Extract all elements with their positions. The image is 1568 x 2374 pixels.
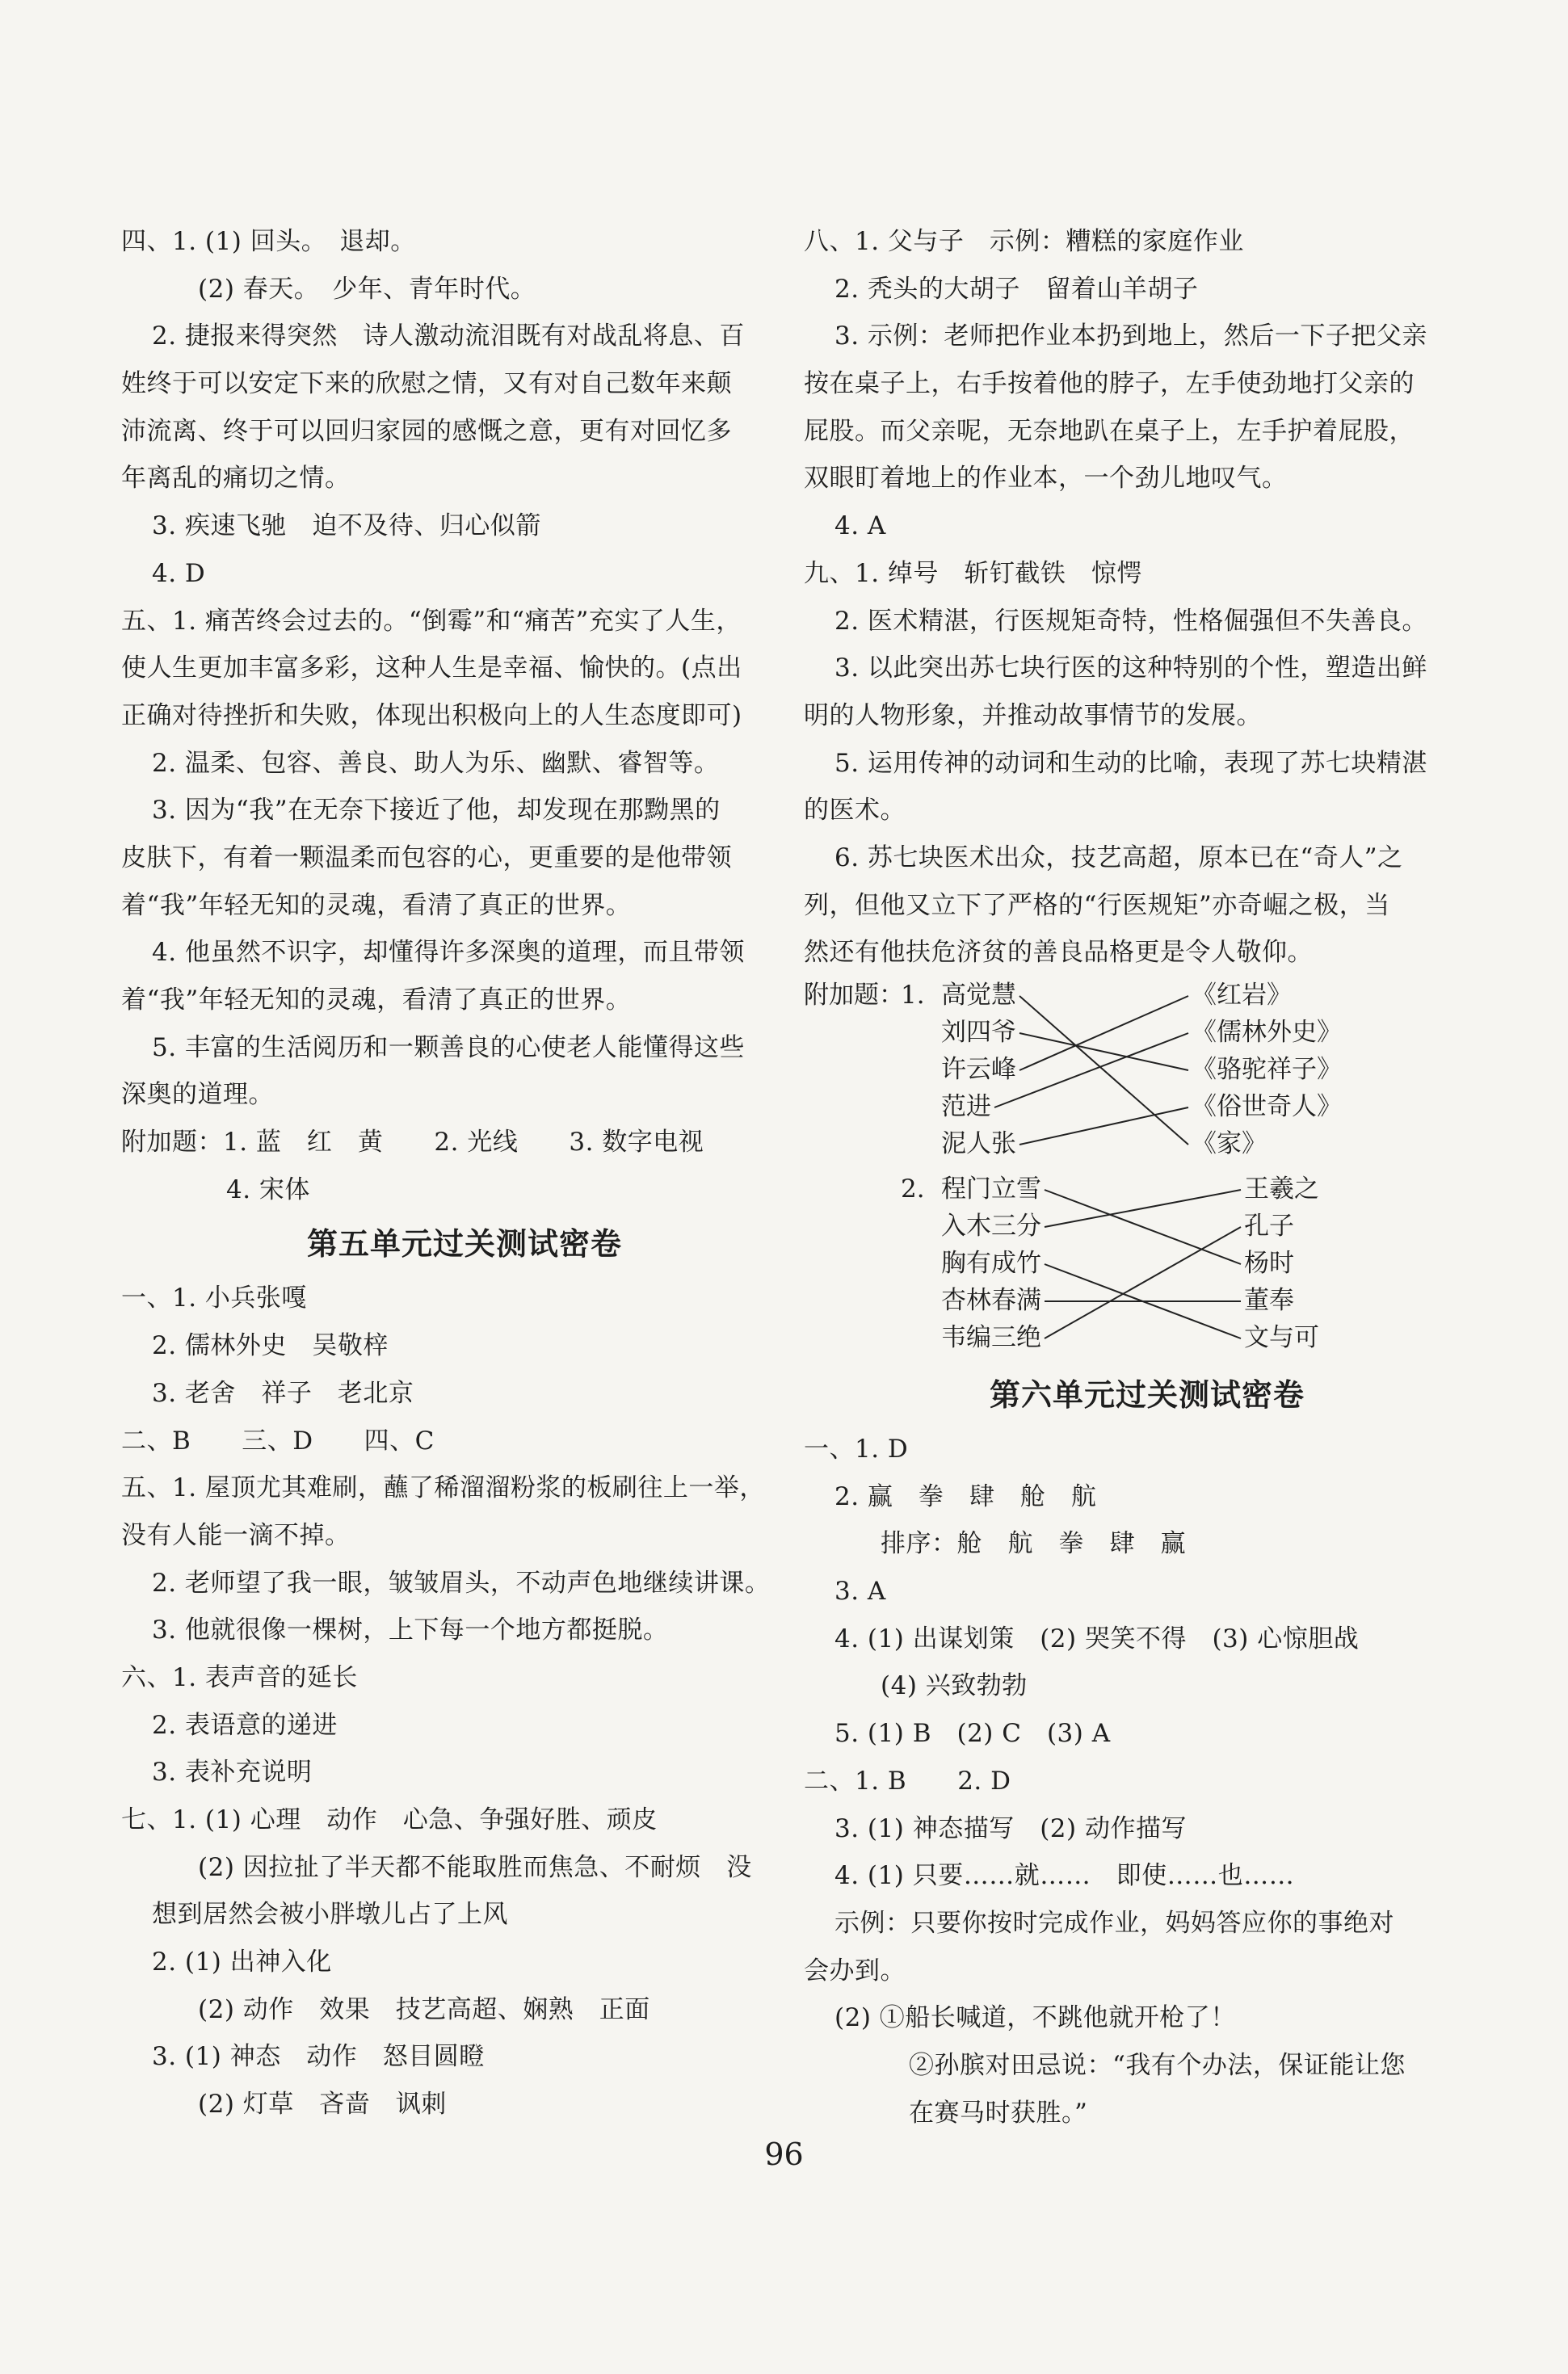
answer-line: 四、1. (1) 回头。 退却。 — [121, 227, 416, 256]
match-right-item: 文与可 — [1244, 1323, 1319, 1352]
answer-line: 一、1. 小兵张嘎 — [121, 1284, 307, 1313]
answer-line: 2. 秃头的大胡子 留着山羊胡子 — [834, 274, 1199, 304]
match-line — [1045, 1227, 1241, 1338]
page-number: 96 — [764, 2137, 804, 2172]
answer-line: 按在桌子上，右手按着他的脖子，左手使劲地打父亲的 — [804, 369, 1415, 399]
match-right-item: 王羲之 — [1244, 1174, 1319, 1204]
match-line — [1019, 996, 1188, 1070]
answer-line: 二、B 三、D 四、C — [121, 1426, 435, 1456]
right-top-answers — [804, 218, 1490, 977]
match-line — [1045, 1190, 1241, 1227]
answer-line: 3. 老舍 祥子 老北京 — [152, 1378, 414, 1408]
answer-line: 2. 表语意的递进 — [152, 1710, 338, 1740]
answer-line: 4. 宋体 — [226, 1174, 310, 1204]
match-left-item: 泥人张 — [941, 1129, 1016, 1158]
answer-line: 着“我”年轻无知的灵魂，看清了真正的世界。 — [121, 890, 632, 920]
answer-line: 九、1. 绰号 斩钉截铁 惊愕 — [804, 558, 1142, 588]
answer-line: 5. 运用传神的动词和生动的比喻，表现了苏七块精湛 — [834, 748, 1427, 778]
match-left-item: 程门立雪 — [941, 1174, 1041, 1204]
match-left-item: 杏林春满 — [941, 1286, 1041, 1315]
answer-line: 沛流离、终于可以回归家园的感慨之意，更有对回忆多 — [121, 416, 732, 446]
answer-line: 3. (1) 神态描写 (2) 动作描写 — [834, 1813, 1187, 1843]
answer-line: 3. 因为“我”在无奈下接近了他，却发现在那黝黑的 — [152, 796, 721, 826]
matching-question-2 — [804, 1170, 1490, 1364]
answer-line: 3. (1) 神态 动作 怒目圆瞪 — [152, 2042, 485, 2072]
answer-line: 2. 儒林外史 吴敬梓 — [152, 1331, 389, 1361]
match-left-item: 高觉慧 — [941, 981, 1016, 1010]
answer-line: 5. (1) B (2) C (3) A — [834, 1719, 1111, 1749]
answer-line: (2) 动作 效果 技艺高超、娴熟 正面 — [198, 1994, 650, 2024]
match-right-item: 《俗世奇人》 — [1192, 1092, 1342, 1121]
match-right-item: 《骆驼祥子》 — [1192, 1055, 1342, 1084]
section-heading: 第五单元过关测试密卷 — [306, 1226, 622, 1263]
answer-line: 5. 丰富的生活阅历和一颗善良的心使老人能懂得这些 — [152, 1032, 745, 1062]
right-bottom-answers — [804, 1364, 1490, 2137]
answer-line: 示例：只要你按时完成作业，妈妈答应你的事绝对 — [834, 1908, 1394, 1938]
match-left-item: 范进 — [941, 1092, 991, 1121]
answer-line: 然还有他扶危济贫的善良品格更是令人敬仰。 — [804, 938, 1313, 968]
answer-line: 屁股。而父亲呢，无奈地趴在桌子上，左手护着屁股， — [804, 416, 1415, 446]
answer-line: 6. 苏七块医术出众，技艺高超，原本已在“奇人”之 — [834, 842, 1403, 872]
match-left-item: 韦编三绝 — [941, 1323, 1041, 1352]
answer-line: 4. (1) 出谋划策 (2) 哭笑不得 (3) 心惊胆战 — [834, 1624, 1360, 1653]
answer-line: 二、1. B 2. D — [804, 1766, 1011, 1796]
answer-line: 六、1. 表声音的延长 — [121, 1662, 358, 1692]
answer-line: 2. 捷报来得突然 诗人激动流泪既有对战乱将息、百 — [152, 321, 745, 351]
answer-line: 皮肤下，有着一颗温柔而包容的心，更重要的是他带领 — [121, 842, 732, 872]
match-lines — [804, 977, 1490, 1170]
match-right-item: 《儒林外史》 — [1192, 1018, 1342, 1047]
answer-line: 附加题：1. 蓝 红 黄 2. 光线 3. 数字电视 — [121, 1128, 704, 1158]
match-right-item: 董奉 — [1244, 1286, 1294, 1315]
answer-line: 2. (1) 出神入化 — [152, 1948, 332, 1977]
question-number: 2. — [901, 1174, 925, 1204]
match-left-item: 胸有成竹 — [941, 1249, 1041, 1278]
answer-line: 3. 示例：老师把作业本扔到地上，然后一下子把父亲 — [834, 321, 1427, 351]
answer-line: 深奥的道理。 — [121, 1080, 274, 1110]
answer-line: (2) 春天。 少年、青年时代。 — [198, 274, 536, 304]
answer-line: 2. 医术精湛，行医规矩奇特，性格倔强但不失善良。 — [834, 606, 1427, 636]
left-column — [121, 218, 808, 2128]
answer-line: 3. 以此突出苏七块行医的这种特别的个性，塑造出鲜 — [834, 653, 1427, 683]
match-line — [994, 1033, 1188, 1107]
answer-line: 使人生更加丰富多彩，这种人生是幸福、愉快的。(点出 — [121, 653, 742, 683]
answer-line: 2. 赢 拳 肆 舱 航 — [834, 1481, 1097, 1511]
answer-line: 4. (1) 只要……就…… 即使……也…… — [834, 1861, 1295, 1891]
answer-line: (2) ①船长喊道，不跳他就开枪了！ — [834, 2003, 1236, 2033]
match-right-item: 《红岩》 — [1192, 981, 1292, 1010]
answer-line: 想到居然会被小胖墩儿占了上风 — [152, 1900, 508, 1930]
match-lines — [804, 1170, 1490, 1364]
answer-line: ②孙膑对田忌说：“我有个办法，保证能让您 — [909, 2050, 1406, 2080]
answer-line: 五、1. 痛苦终会过去的。“倒霉”和“痛苦”充实了人生， — [121, 606, 742, 636]
answer-line: 4. A — [834, 511, 886, 541]
answer-line: 3. A — [834, 1577, 886, 1607]
answer-line: 姓终于可以安定下来的欣慰之情，又有对自己数年来颠 — [121, 369, 732, 399]
match-right-item: 孔子 — [1244, 1212, 1294, 1241]
answer-line: (2) 灯草 吝啬 讽刺 — [198, 2090, 447, 2120]
answer-line: 4. 他虽然不识字，却懂得许多深奥的道理，而且带领 — [152, 938, 745, 968]
match-line — [1019, 996, 1188, 1145]
answer-line: 着“我”年轻无知的灵魂，看清了真正的世界。 — [121, 985, 632, 1015]
answer-line: 排序：舱 航 拳 肆 赢 — [881, 1529, 1186, 1559]
answer-line: 明的人物形象，并推动故事情节的发展。 — [804, 700, 1262, 730]
answer-line: 2. 温柔、包容、善良、助人为乐、幽默、睿智等。 — [152, 748, 720, 778]
answer-line: 正确对待挫折和失败，体现出积极向上的人生态度即可) — [121, 700, 742, 730]
answer-line: 3. 表补充说明 — [152, 1758, 313, 1788]
bonus-label: 附加题： — [804, 981, 904, 1010]
answer-line: 在赛马时获胜。” — [909, 2098, 1088, 2128]
answer-line: (4) 兴致勃勃 — [881, 1671, 1028, 1701]
right-column — [804, 218, 1490, 2137]
question-number: 1. — [901, 981, 925, 1010]
answer-line: 2. 老师望了我一眼，皱皱眉头，不动声色地继续讲课。 — [152, 1568, 771, 1598]
answer-line: 会办到。 — [804, 1956, 906, 1985]
answer-line: 4. D — [152, 558, 206, 588]
match-left-item: 入木三分 — [941, 1212, 1041, 1241]
answer-line: 的医术。 — [804, 796, 906, 826]
section-heading: 第六单元过关测试密卷 — [989, 1377, 1305, 1413]
match-line — [1019, 1107, 1188, 1145]
match-left-item: 许云峰 — [941, 1055, 1016, 1084]
match-right-item: 《家》 — [1192, 1129, 1267, 1158]
match-left-item: 刘四爷 — [941, 1018, 1016, 1047]
match-right-item: 杨时 — [1244, 1249, 1294, 1278]
matching-question-1 — [804, 977, 1490, 1170]
answer-line: (2) 因拉扯了半天都不能取胜而焦急、不耐烦 没 — [198, 1852, 752, 1882]
answer-line: 一、1. D — [804, 1435, 909, 1464]
answer-line: 3. 疾速飞驰 迫不及待、归心似箭 — [152, 511, 541, 541]
answer-line: 五、1. 屋顶尤其难刷，蘸了稀溜溜粉浆的板刷往上一举， — [121, 1473, 765, 1503]
answer-line: 双眼盯着地上的作业本，一个劲儿地叹气。 — [804, 464, 1288, 494]
answer-line: 七、1. (1) 心理 动作 心急、争强好胜、顽皮 — [121, 1805, 658, 1834]
answer-line: 3. 他就很像一棵树，上下每一个地方都挺脱。 — [152, 1616, 669, 1645]
answer-line: 列，但他又立下了严格的“行医规矩”亦奇崛之极，当 — [804, 890, 1390, 920]
match-line — [1045, 1190, 1241, 1264]
answer-line: 八、1. 父与子 示例：糟糕的家庭作业 — [804, 227, 1244, 256]
answer-line: 年离乱的痛切之情。 — [121, 464, 351, 494]
answer-line: 没有人能一滴不掉。 — [121, 1520, 351, 1550]
